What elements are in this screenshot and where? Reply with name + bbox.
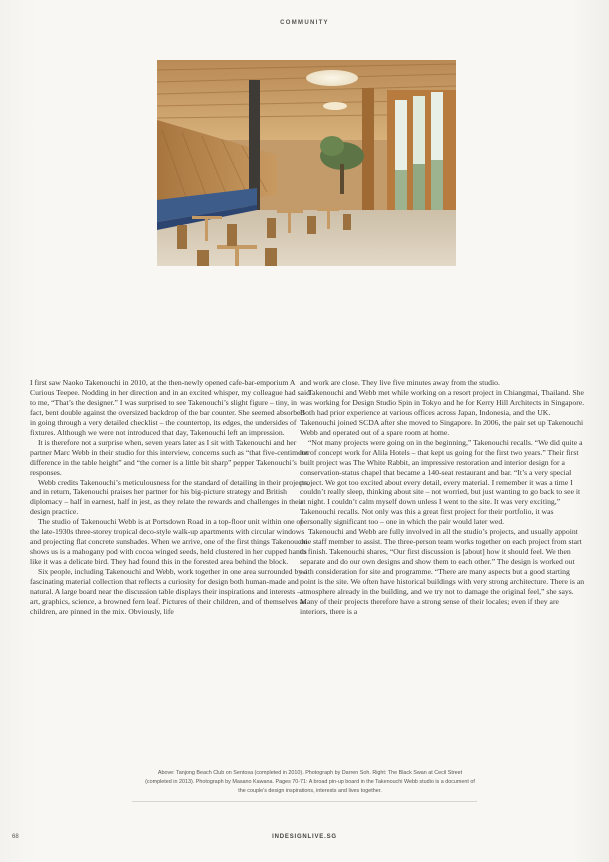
caption-line: the couple’s design inspirations, interests and lives together. — [238, 788, 382, 794]
article-paragraph: Takenouchi and Webb met while working on a resort project in Chiangmai, Thailand. She was working for Design Studio Spin in Tokyo and he for Kerry Hill Architects in Singapore. Both had prior experience at various offices across Japan, Indonesia, and the UK. Takenouchi joined SCDA after she moved to Singapore. In 2006, the pair set up Takenouchi Webb and operated out of a spare room at home. — [300, 387, 585, 437]
section-label: COMMUNITY — [280, 20, 329, 26]
article-paragraph: “Not many projects were going on in the beginning,” Takenouchi recalls. “We did quite a lot of concept work for Alila Hotels – that kept us going for the first two years.” Their first built project was The White Rabbit, an impressive restoration and interior design for a conservation-status chapel that became a 140-seat restaurant and bar. “It’s a very special project. We got too excited about every detail, every material. I remember it was a time I couldn’t really sleep, thinking about site – not worried, but just wanting to go back to see it at night. I couldn’t calm myself down unless I went to the site. It was very exciting,” Takenouchi recalls. Not only was this a great first project for their portfolio, it was personally significant too – one in which the pair would later wed. — [300, 437, 583, 527]
article-column-left — [30, 378, 312, 617]
footer-site-link[interactable]: INDESIGNLIVE.SG — [272, 834, 337, 840]
footer-divider — [132, 801, 477, 802]
article-paragraph: Takenouchi and Webb are fully involved in all the studio’s projects, and usually appoint one staff member to assist. The three-person team works together on each project from start to finish. Takenouchi shares, “Our first discussion is [about] how it should feel. We then separate and do our own designs and show them to each other.” The design is worked out with consideration for site and programme. “There are many aspects but a good starting point is the site. We often have historical buildings with very strong architecture. There is an atmosphere already in the building, and we try not to damage the original feel,” she says. Many of their projects therefore have a strong sense of their locales; even if they are interiors, there is a — [300, 527, 585, 616]
page-number: 68 — [12, 834, 19, 840]
article-paragraph: The studio of Takenouchi Webb is at Portsdown Road in a top-floor unit within one of the late-1930s three-storey tropical deco-style walk-up apartments with circular windows and projecting flat concrete sunshades. When we arrive, one of the first things Takenouchi shows us is a mahogany pod with cocoa winged seeds, held clustered in her cupped hands like it was a delicate bird. They had found this in the forested area behind the block. — [30, 517, 308, 567]
caption-line: Above: Tanjong Beach Club on Sentosa (completed in 2010). Photograph by Darren Soh. Right: The Black Swan at Cecil Street — [157, 770, 463, 776]
restaurant-interior-photo — [157, 60, 456, 266]
article-paragraph: Webb credits Takenouchi’s meticulousness for the standard of detailing in their projects, and in return, Takenouchi praises her partner for his big-picture strategy and British diplomacy – half in earnest, half in jest, as they relate the rewards and challenges in their design practice. — [30, 477, 310, 517]
article-column-right — [300, 378, 585, 617]
article-paragraph: and work are close. They live five minutes away from the studio. — [300, 378, 500, 387]
article-paragraph: I first saw Naoko Takenouchi in 2010, at the then-newly opened cafe-bar-emporium A Curious Teepee. Nodding in her direction and in an excited whisper, my colleague had said to me, “That’s the designer.” I was surprised to see Takenouchi’s slight figure – tiny, in fact, bent double against the oversized backdrop of the bar counter. She seemed absorbed in going through a very detailed checklist – the countertop, its edges, the undersides of fixtures. Although we were not introduced that day, Takenouchi left an impression. — [30, 378, 310, 437]
article-paragraph: Six people, including Takenouchi and Webb, work together in one area surrounded by a fascinating material collection that reflects a curiosity for design both human-made and natural. A large board near the discussion table displays their inspirations and interests – art, graphics, science, a browned fern leaf. Pictures of their children, and of themselves as children, are pinned in the mix. Obviously, life — [30, 567, 308, 616]
article-paragraph: It is therefore not a surprise when, seven years later as I sit with Takenouchi and her partner Marc Webb in their studio for this interview, concerns such as “that five-centimeter difference in the table height” and “the corner is a little bit sharp” pepper Takenouchi’s responses. — [30, 437, 310, 477]
caption-line: (completed in 2013). Photograph by Masano Kawana. Pages 70-71: A broad pin-up board in the Takenouchi Webb studio is a document of — [145, 779, 475, 785]
photo-caption — [100, 769, 520, 796]
